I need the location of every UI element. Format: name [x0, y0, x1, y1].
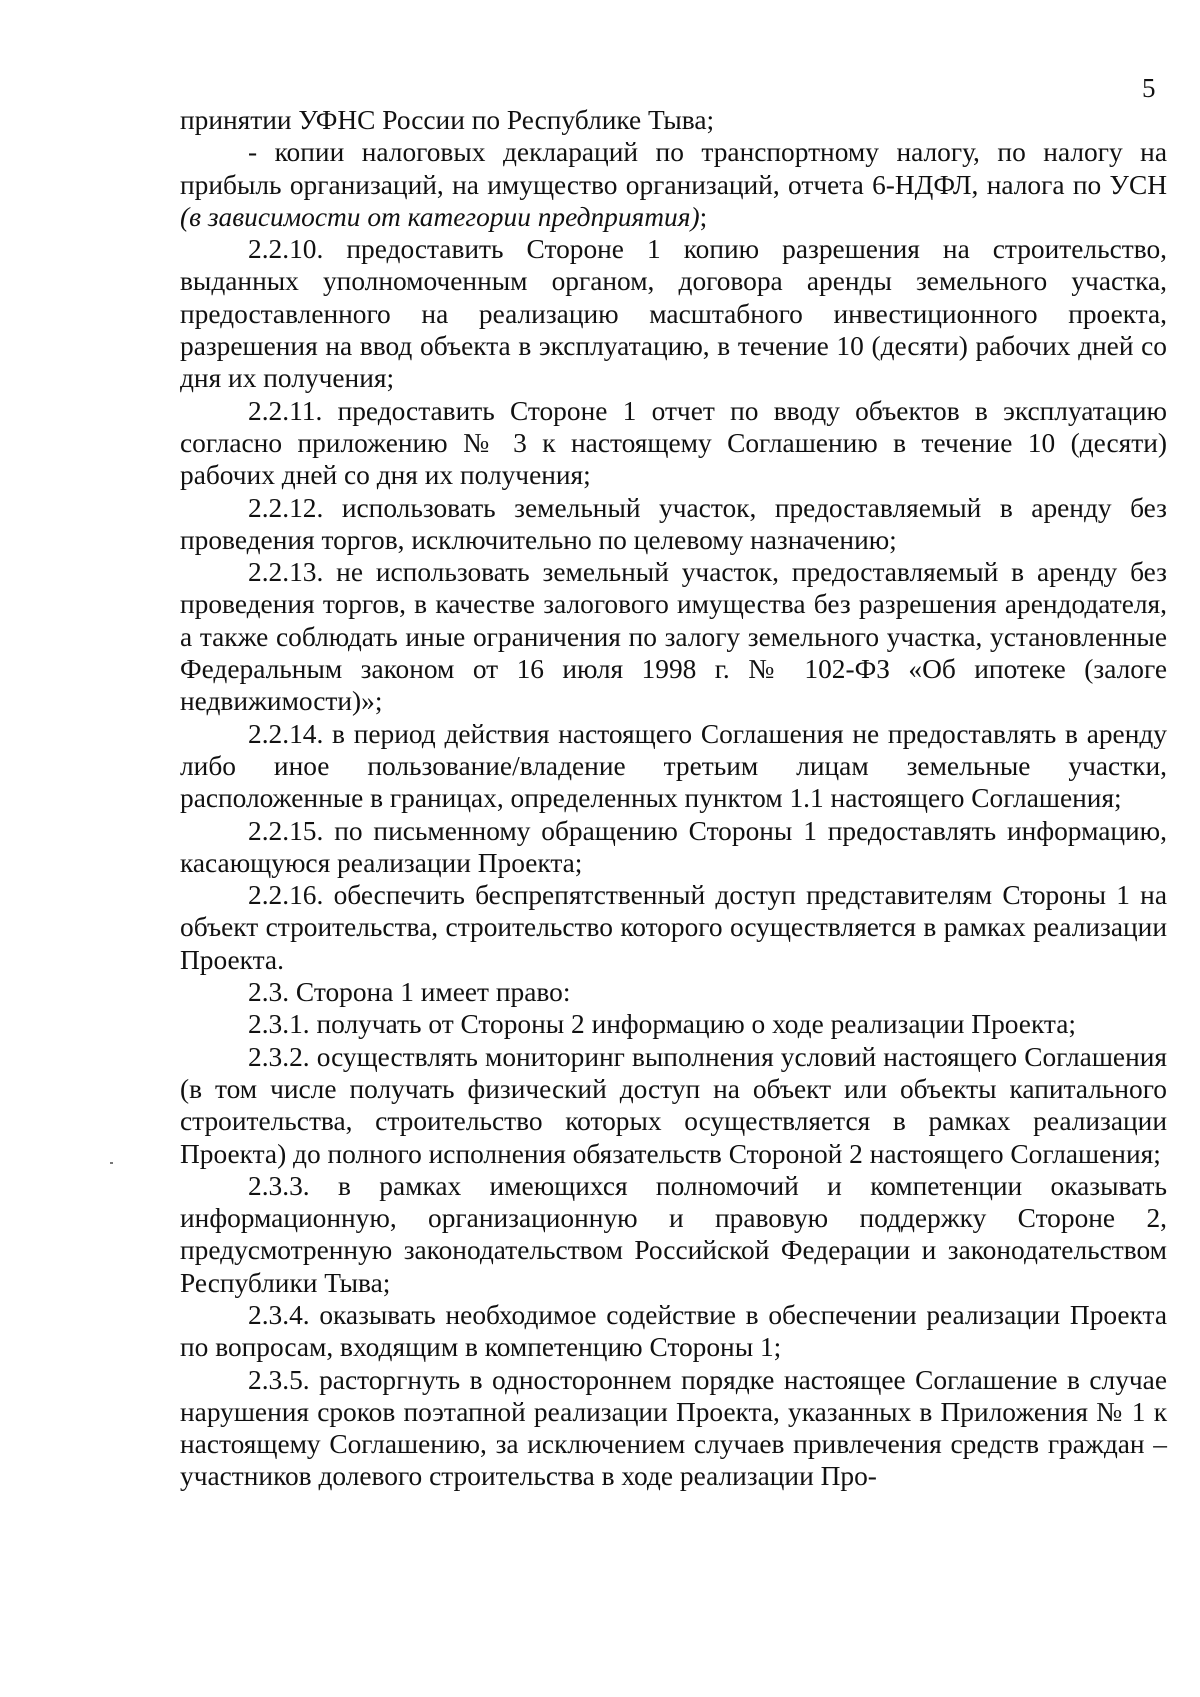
clause-2-2-10: 2.2.10. предоставить Стороне 1 копию разрешения на строительство, выданных уполномоченным органом, договора аренды земельного участка, предоставленного на реализацию масштабного инвестиционного проекта, разрешения на ввод объекта в эксплуатацию, в течение 10 (десяти) рабочих дней со дня их получения;	[180, 234, 1167, 394]
clause-2-3-3: 2.3.3. в рамках имеющихся полномочий и компетенции оказывать информационную, организационную и правовую поддержку Стороне 2, предусмотренную законодательством Российской Федерации и законодательством Республики Тыва;	[180, 1170, 1167, 1298]
paragraph-tail: ;	[699, 201, 708, 232]
clause-2-2-11: 2.2.11. предоставить Стороне 1 отчет по вводу объектов в эксплуатацию согласно приложению № 3 к настоящему Соглашению в течение 10 (десяти) рабочих дней со дня их получения;	[180, 395, 1167, 491]
clause-2-3-5: 2.3.5. расторгнуть в одностороннем порядке настоящее Соглашение в случае нарушения сроков поэтапной реализации Проекта, указанных в Приложения № 1 к настоящему Соглашению, за исключением случаев привлечения средств граждан – участников долевого строительства в ходе реализации Про-	[180, 1364, 1167, 1492]
clause-2-2-15: 2.2.15. по письменному обращению Стороны 1 предоставлять информацию, касающуюся реализации Проекта;	[180, 815, 1167, 878]
page-number: 5	[1142, 73, 1156, 103]
clause-2-2-13: 2.2.13. не использовать земельный участок, предоставляемый в аренду без проведения торгов, в качестве залогового имущества без разрешения арендодателя, а также соблюдать иные ограничения по залогу земельного участка, установленные Федеральным законом от 16 июля 1998 г. № 102-ФЗ «Об ипотеке (залоге недвижимости)»;	[180, 557, 1167, 717]
paragraph-text: - копии налоговых деклараций по транспортному налогу, по налогу на прибыль организаций, на имущество организаций, отчета 6-НДФЛ, налога по УСН	[180, 137, 1167, 200]
clause-2-3-4: 2.3.4. оказывать необходимое содействие в обеспечении реализации Проекта по вопросам, входящим в компетенцию Стороны 1;	[180, 1299, 1167, 1363]
clause-2-2-16: 2.2.16. обеспечить беспрепятственный доступ представителям Стороны 1 на объект строительства, строительство которого осуществляется в рамках реализации Проекта.	[180, 880, 1167, 975]
paragraph-continuation: принятии УФНС России по Республике Тыва;	[180, 105, 715, 135]
clause-2-2-14: 2.2.14. в период действия настоящего Соглашения не предоставлять в аренду либо иное пользование/владение третьим лицам земельные участки, расположенные в границах, определенных пунктом 1.1 настоящего Соглашения;	[180, 718, 1167, 814]
scan-artifact-dot	[110, 1162, 113, 1164]
paragraph-tax-declarations	[180, 136, 1167, 233]
document-body	[180, 104, 1167, 1493]
clause-2-3-1: 2.3.1. получать от Стороны 2 информацию о ходе реализации Проекта;	[248, 1009, 1076, 1040]
clause-2-2-12: 2.2.12. использовать земельный участок, предоставляемый в аренду без проведения торгов, исключительно по целевому назначению;	[180, 492, 1167, 555]
clause-2-3: 2.3. Сторона 1 имеет право:	[248, 977, 571, 1008]
clause-2-3-2: 2.3.2. осуществлять мониторинг выполнения условий настоящего Соглашения (в том числе получать физический доступ на объект или объекты капитального строительства, строительство которых осуществляется в рамках реализации Проекта) до полного исполнения обязательств Стороной 2 настоящего Соглашения;	[180, 1041, 1167, 1169]
italic-note: (в зависимости от категории предприятия)	[180, 201, 700, 232]
